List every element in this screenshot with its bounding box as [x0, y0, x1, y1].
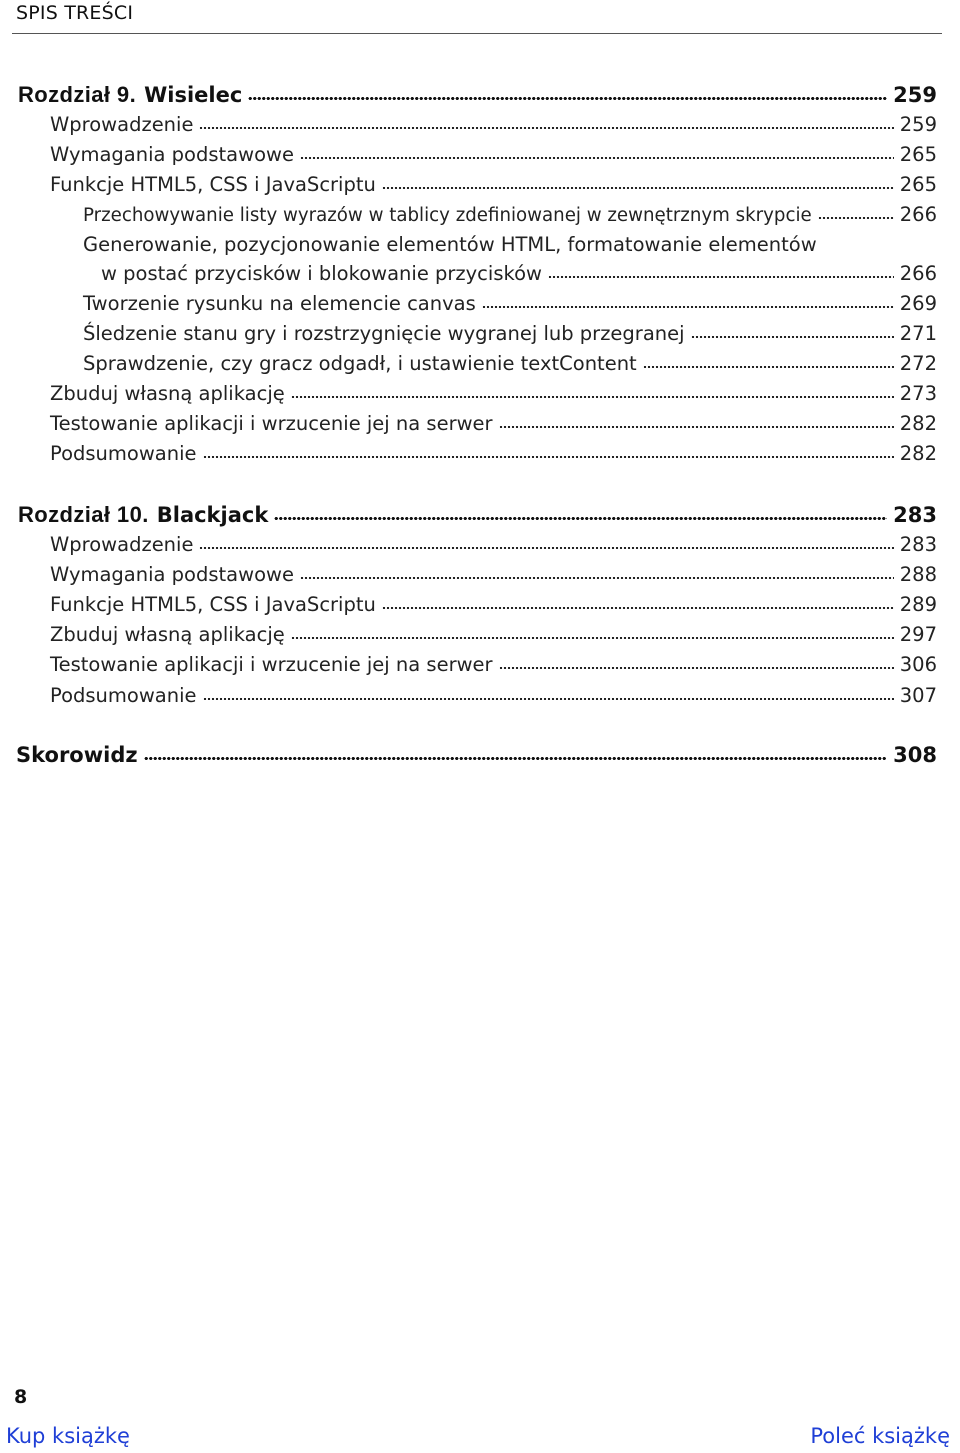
dot-leader — [203, 456, 894, 458]
entry-title: Przechowywanie listy wyrazów w tablicy zdefiniowanej w zewnętrznym skrypcie — [83, 205, 812, 226]
toc-entry — [50, 409, 937, 439]
recommend-book-link[interactable]: Poleć książkę — [810, 1424, 950, 1448]
page-number: 273 — [899, 382, 937, 405]
dot-leader — [482, 306, 894, 308]
entry-title: Wymagania podstawowe — [50, 563, 294, 586]
dot-leader — [818, 217, 894, 219]
page-number: 266 — [899, 203, 937, 226]
running-head: SPIS TREŚCI — [16, 2, 134, 24]
page-number: 282 — [899, 442, 937, 465]
entry-title: Testowanie aplikacji i wrzucenie jej na serwer — [50, 653, 493, 676]
toc-subentry — [101, 259, 937, 289]
toc-entry — [50, 530, 937, 560]
toc-entry — [50, 439, 937, 469]
dot-leader — [548, 276, 894, 278]
toc-subentry — [83, 200, 937, 230]
toc-entry — [50, 681, 937, 711]
page-number: 265 — [899, 143, 937, 166]
dot-leader — [691, 336, 894, 338]
header-rule — [12, 33, 942, 34]
dot-leader — [203, 698, 894, 700]
dot-leader — [300, 577, 894, 579]
toc-index — [16, 740, 937, 770]
entry-title: Zbuduj własną aplikację — [50, 382, 285, 405]
entry-title: Podsumowanie — [50, 442, 197, 465]
entry-title: Testowanie aplikacji i wrzucenie jej na serwer — [50, 412, 493, 435]
toc-entry — [50, 590, 937, 620]
toc-subentry-first-line: Generowanie, pozycjonowanie elementów HTML, formatowanie elementów — [83, 233, 817, 256]
toc-entry — [50, 110, 937, 140]
toc-entry — [50, 379, 937, 409]
page-number: 306 — [899, 653, 937, 676]
dot-leader — [291, 637, 894, 639]
page-number: 259 — [899, 113, 937, 136]
dot-leader — [499, 426, 894, 428]
toc-chapter-10 — [18, 500, 937, 530]
entry-title: Wprowadzenie — [50, 533, 194, 556]
chapter-title: Wisielec — [144, 83, 243, 107]
page-number: 259 — [893, 83, 937, 107]
page-number: 283 — [899, 533, 937, 556]
page-number: 297 — [899, 623, 937, 646]
page-number: 289 — [899, 593, 937, 616]
toc-entry — [50, 560, 937, 590]
page-number: 265 — [899, 173, 937, 196]
dot-leader — [499, 667, 894, 669]
page-number: 269 — [899, 292, 937, 315]
dot-leader — [199, 127, 893, 129]
page-number: 308 — [893, 743, 937, 767]
toc-entry — [50, 170, 937, 200]
page-number: 307 — [899, 684, 937, 707]
dot-leader — [144, 757, 888, 760]
entry-title: Tworzenie rysunku na elemencie canvas — [83, 292, 476, 315]
entry-title: Wymagania podstawowe — [50, 143, 294, 166]
dot-leader — [382, 187, 894, 189]
entry-title: Śledzenie stanu gry i rozstrzygnięcie wygranej lub przegranej — [83, 322, 685, 345]
buy-book-link[interactable]: Kup książkę — [6, 1424, 130, 1448]
dot-leader — [199, 547, 893, 549]
entry-title: Zbuduj własną aplikację — [50, 623, 285, 646]
page-number: 272 — [899, 352, 937, 375]
entry-title: Sprawdzenie, czy gracz odgadł, i ustawienie textContent — [83, 352, 637, 375]
toc-subentry — [83, 349, 937, 379]
index-title: Skorowidz — [16, 743, 138, 767]
toc-entry — [50, 650, 937, 680]
page-number: 266 — [899, 262, 937, 285]
entry-title: Wprowadzenie — [50, 113, 194, 136]
toc-entry — [50, 140, 937, 170]
page-number: 271 — [899, 322, 937, 345]
toc-subentry — [83, 289, 937, 319]
chapter-label: Rozdział 10. — [18, 502, 149, 527]
entry-title: Funkcje HTML5, CSS i JavaScriptu — [50, 173, 376, 196]
chapter-title: Blackjack — [156, 503, 269, 527]
entry-title: w postać przycisków i blokowanie przycisków — [101, 262, 542, 285]
entry-title: Funkcje HTML5, CSS i JavaScriptu — [50, 593, 376, 616]
dot-leader — [248, 97, 887, 100]
page-folio: 8 — [14, 1386, 28, 1408]
page-number: 282 — [899, 412, 937, 435]
dot-leader — [643, 366, 894, 368]
page-number: 288 — [899, 563, 937, 586]
page-number: 283 — [893, 503, 937, 527]
dot-leader — [382, 607, 894, 609]
dot-leader — [300, 157, 894, 159]
toc-chapter-9 — [18, 80, 937, 110]
toc-entry — [50, 620, 937, 650]
dot-leader — [291, 396, 894, 398]
chapter-label: Rozdział 9. — [18, 82, 137, 107]
toc-subentry — [83, 319, 937, 349]
dot-leader — [274, 517, 887, 520]
entry-title: Podsumowanie — [50, 684, 197, 707]
